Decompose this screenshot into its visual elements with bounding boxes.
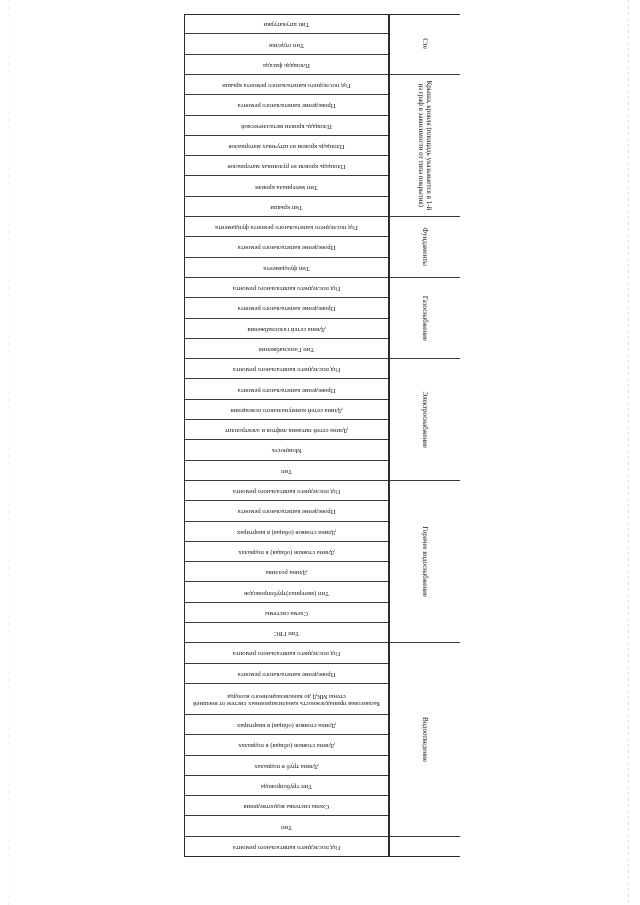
table-row: Год последнего капитального ремонта: [185, 642, 388, 662]
section-label: Электроснабжение: [421, 391, 430, 448]
table-row: Схема системы водоотведения: [185, 795, 388, 815]
table-row: Площадь кровли металлической: [185, 115, 388, 135]
table-row: Длина стояков (общая) в подвалах: [185, 734, 388, 754]
table-row: Длина сетей газоснабжения: [185, 318, 388, 338]
section-gas: [390, 277, 460, 358]
section-label: Фундаменты: [421, 227, 430, 267]
table-row: Проведение капитального ремонта: [185, 378, 388, 398]
table-row: Тип материала кровли: [185, 176, 388, 196]
section-label: Водоотведение: [421, 716, 430, 763]
section-label: Крыша, кровля (площадь указывается в 1-й из граф в зависимости от типа покрытия): [417, 80, 434, 211]
scan-edge-right: [628, 0, 629, 905]
table-row: Тип: [185, 815, 388, 835]
table-row: Год последнего капитального ремонта: [185, 480, 388, 500]
section-roof: [390, 74, 460, 216]
table-row: Тип трубопровода: [185, 775, 388, 795]
table-row: Длина сетей питания лифтов и электроплит: [185, 419, 388, 439]
table-row: Площадь кровли из штучных материалов: [185, 135, 388, 155]
table-row: Мощность: [185, 439, 388, 459]
section-foundation: [390, 216, 460, 277]
table-row: Длина сетей коммунального освещения: [185, 399, 388, 419]
table-row: Год последнего капитального ремонта фундамента: [185, 216, 388, 236]
table-row: Длина розлива: [185, 561, 388, 581]
table-row: Длина стояков (общая) в квартирах: [185, 521, 388, 541]
section-hot_water: [390, 480, 460, 642]
table-row: Тип крыши: [185, 196, 388, 216]
section-label: Сте: [421, 38, 430, 49]
table-row: Тип (материал)трубопроводов: [185, 581, 388, 601]
building-characteristics-table: [184, 14, 460, 857]
table-row: Длина труб в подвалах: [185, 755, 388, 775]
table-row: Схема системы: [185, 602, 388, 622]
section-walls: [390, 13, 460, 74]
table-row: Год последнего капитального ремонта: [185, 277, 388, 297]
table-row: Площадь кровли из рулонных материалов: [185, 155, 388, 175]
table-row: Тип отделки: [185, 33, 388, 53]
table-row: Год последнего капитального ремонта: [185, 836, 388, 856]
table-row: Тип Газоснабжения: [185, 338, 388, 358]
scan-edge-left: [8, 0, 9, 905]
table-row: Год последнего капитального ремонта крыши: [185, 74, 388, 94]
table-row: Тип: [185, 460, 388, 480]
section-electricity: [390, 358, 460, 480]
table-row: Балансовая принадлежность канализационных систем от внешней стены МКД до канализационного колодца: [185, 683, 388, 714]
table-row: Тип штукатурки: [263, 20, 310, 28]
section-water_supply: [390, 642, 460, 835]
table-row: Проведение капитального ремонта: [185, 297, 388, 317]
table-row: Длина стояков (общая) в квартирах: [185, 714, 388, 734]
table-row: Проведение капитального ремонта: [185, 663, 388, 683]
section-label: Газоснабжение: [421, 295, 430, 341]
table-row: Проведение капитального ремонта: [185, 94, 388, 114]
table-row: Проведение капитального ремонта: [185, 500, 388, 520]
table-row: Тип фундамента: [185, 257, 388, 277]
section-label: Горячее водоснабжение: [421, 526, 430, 597]
table-row: Длина стояков (общая) в подвалах: [185, 541, 388, 561]
table-row: Проведение капитального ремонта: [185, 236, 388, 256]
section-label-column: [389, 14, 460, 857]
table-row: Площадь фасада: [185, 54, 388, 74]
item-column: [184, 14, 389, 857]
table-row: Год последнего капитального ремонта: [185, 358, 388, 378]
section-cap_repair_general: [390, 836, 460, 856]
table-row: Тип ГВС: [185, 622, 388, 642]
